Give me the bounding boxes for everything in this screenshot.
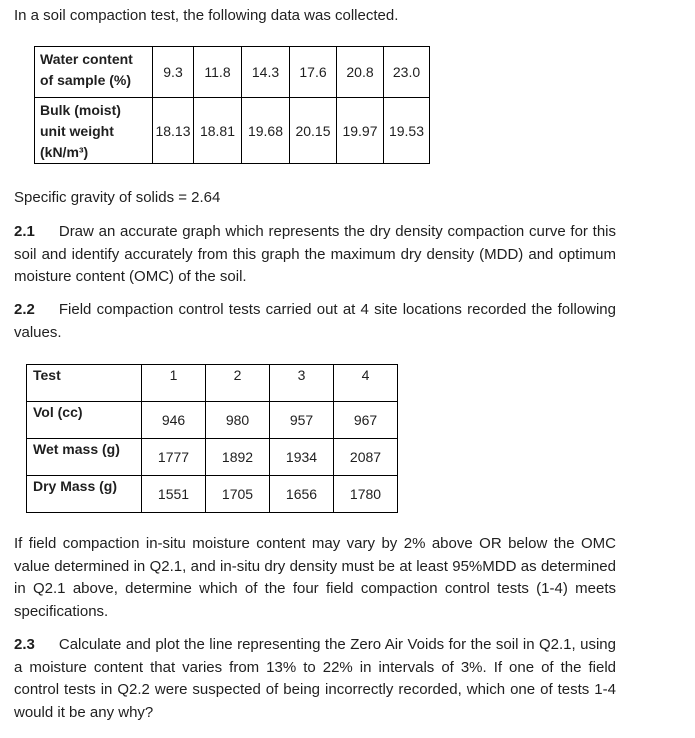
question-number: 2.1 [14,223,35,240]
table-cell: 23.0 [384,47,430,98]
table-cell: 2087 [334,439,398,476]
table-row [27,402,398,439]
field-specification-text: If field compaction in-situ moisture content may vary by 2% above OR below the OMC value determined in Q2.1, and in-situ dry density must be at least 95%MDD as determined in Q2.1 above, determine which of the four field compaction control tests (1-4) meets specifications. [14,535,616,620]
column-header: 4 [334,365,398,402]
table-cell: 1705 [206,476,270,513]
table-cell: 946 [142,402,206,439]
table-cell: 1934 [270,439,334,476]
question-number: 2.3 [14,636,35,653]
column-header: 1 [142,365,206,402]
row-header: Dry Mass (g) [27,476,142,513]
table-cell: 957 [270,402,334,439]
row-header: Bulk (moist) unit weight (kN/m³) [35,98,153,164]
column-header: 2 [206,365,270,402]
table-cell: 20.8 [337,47,384,98]
table-cell: 1551 [142,476,206,513]
table-row [35,98,430,164]
table-cell: 9.3 [153,47,194,98]
table-cell: 1777 [142,439,206,476]
table-cell: 17.6 [290,47,337,98]
question-text: Field compaction control tests carried out at 4 site locations recorded the following values. [14,301,616,341]
row-header: Water content of sample (%) [35,47,153,98]
compaction-data-table [34,46,430,164]
table-cell: 1656 [270,476,334,513]
field-tests-table [26,364,398,513]
table-cell: 11.8 [194,47,242,98]
question-text: Calculate and plot the line representing the Zero Air Voids for the soil in Q2.1, using a moisture content that varies from 13% to 22% in intervals of 3%. If one of the field control tests in Q2.2 were suspected of being incorrectly recorded, which one of tests 1-4 would it be any why? [14,636,616,721]
question-number: 2.2 [14,301,35,318]
table-cell: 18.13 [153,98,194,164]
intro-text: In a soil compaction test, the following data was collected. [14,7,399,24]
table-cell: 18.81 [194,98,242,164]
question-text: Draw an accurate graph which represents the dry density compaction curve for this soil and identify accurately from this graph the maximum dry density (MDD) and optimum moisture content (OMC) of the soil. [14,223,616,285]
table-header-row [27,365,398,402]
table-cell: 19.68 [242,98,290,164]
table-cell: 980 [206,402,270,439]
question-2-3 [14,634,616,724]
question-2-1 [14,221,616,289]
row-header: Wet mass (g) [27,439,142,476]
question-2-2 [14,299,616,344]
table-row [27,476,398,513]
table-cell: 1892 [206,439,270,476]
specific-gravity-text: Specific gravity of solids = 2.64 [14,189,221,206]
table-cell: 14.3 [242,47,290,98]
table-row [35,47,430,98]
column-header: 3 [270,365,334,402]
table-row [27,439,398,476]
table-cell: 967 [334,402,398,439]
table-cell: 1780 [334,476,398,513]
row-header: Vol (cc) [27,402,142,439]
table-cell: 19.53 [384,98,430,164]
column-header: Test [27,365,142,402]
table-cell: 19.97 [337,98,384,164]
table-cell: 20.15 [290,98,337,164]
